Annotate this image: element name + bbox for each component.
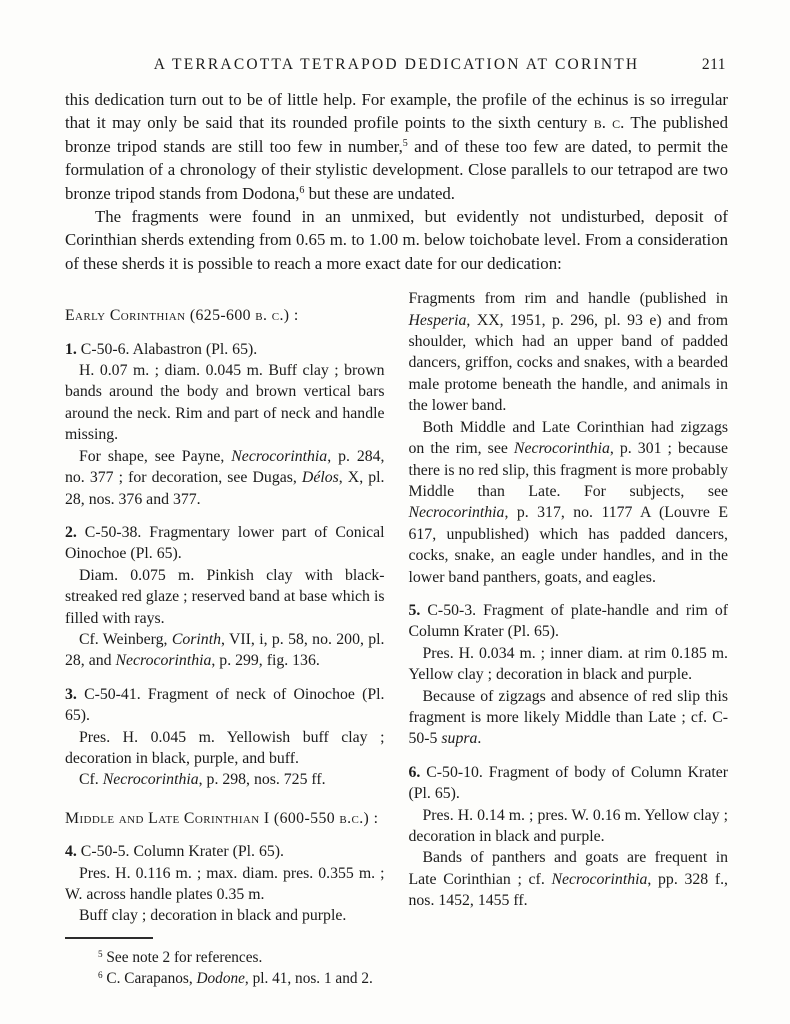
footnote-separator-rule: [65, 937, 153, 939]
intro-paragraph: [65, 205, 728, 275]
entry-heading: [65, 339, 385, 360]
paragraph: [65, 565, 385, 629]
text-run: Necrocorinthia: [551, 870, 648, 888]
text-run: The fragments were found in an unmixed, but evidently not undisturbed, deposit of Corinthian sherds extending from 0.65 m. to 1.00 m. below toichobate level. From a consideration of these sherds it is possible to reach a more exact date for our dedication:: [65, 207, 728, 273]
text-run: C-50-38. Fragmentary lower part of Conical Oinochoe (Pl. 65).: [65, 523, 385, 563]
text-run: 4.: [65, 843, 77, 861]
paragraph: [65, 905, 385, 926]
text-run: The published bronze tripod stands are still too few in number,: [65, 113, 728, 156]
two-column-catalog: [65, 288, 728, 927]
text-run: Pres. H. 0.045 m. Yellowish buff clay ; decoration in black, purple, and buff.: [65, 728, 385, 767]
text-run: Necrocorinthia: [513, 440, 610, 458]
text-run: but these are undated.: [304, 183, 455, 203]
left-column: [65, 288, 385, 927]
text-run: 5: [98, 948, 103, 959]
intro-paragraph: [65, 88, 728, 205]
text-run: Middle and Late Corinthian I (600-550 b.c.) :: [65, 809, 379, 827]
text-run: Bands of panthers and goats are frequent in Late Corinthian ; cf.: [408, 849, 728, 888]
text-run: C. Carapanos,: [102, 969, 197, 987]
text-run: .: [477, 730, 482, 748]
paragraph: [65, 863, 385, 906]
text-run: C-50-6. Alabastron (Pl. 65).: [76, 340, 258, 358]
entry-heading: [65, 684, 385, 727]
paragraph: [65, 446, 385, 510]
text-run: 6: [299, 185, 305, 197]
entry-heading: [409, 762, 729, 805]
text-run: , XX, 1951, p. 296, pl. 93 e) and from shoulder, which had an upper band of padded dancers, griffon, cocks and snakes, with a bearded male protome beneath the handle, and animals in the lower band.: [408, 311, 728, 415]
paragraph: [409, 686, 729, 750]
text-run: Pres. H. 0.034 m. ; inner diam. at rim 0.185 m. Yellow clay ; decoration in black and purple.: [408, 644, 728, 684]
text-run: , VII, i, p. 58, no. 200, pl. 28, and: [65, 630, 385, 670]
text-run: C-50-41. Fragment of neck of Oinochoe (Pl. 65).: [65, 685, 385, 725]
text-run: 2.: [65, 523, 77, 541]
footnotes-section: [65, 937, 728, 989]
text-run: Fragments from rim and handle (published in: [408, 290, 728, 308]
text-run: C-50-10. Fragment of body of Column Krater (Pl. 65).: [408, 763, 728, 803]
page-header-title: A TERRACOTTA TETRAPOD DEDICATION AT CORINTH: [153, 56, 640, 73]
text-run: b. c.: [593, 113, 625, 133]
text-run: , p. 301 ; because there is no red slip, this fragment is more probably Middle than Late. For subjects, see: [408, 440, 729, 500]
text-run: Necrocorinthia: [115, 652, 212, 670]
paragraph: [409, 643, 729, 686]
text-run: Necrocorinthia: [408, 504, 505, 522]
paragraph: [409, 805, 729, 848]
text-run: Cf. Weinberg,: [79, 630, 172, 648]
paragraph: [65, 769, 385, 790]
entry-heading: [409, 600, 729, 643]
section-heading: [65, 808, 385, 829]
text-run: this dedication turn out to be of little help. For example, the profile of the echinus is so irregular that it may only be said that its rounded profile points to the sixth century: [65, 90, 728, 133]
text-run: 6.: [408, 763, 421, 781]
text-run: , p. 298, nos. 725 ff.: [198, 771, 326, 789]
text-run: Délos: [301, 469, 339, 487]
entry-heading: [65, 522, 385, 565]
text-run: 5.: [408, 601, 421, 619]
paragraph: [65, 727, 385, 770]
text-run: Buff clay ; decoration in black and purple.: [79, 907, 347, 925]
text-run: Both Middle and Late Corinthian had zigzags on the rim, see: [408, 418, 728, 458]
page-number: 211: [701, 56, 726, 73]
text-run: See note 2 for references.: [102, 948, 263, 966]
entry-heading: [65, 841, 385, 862]
text-run: , p. 284, no. 377 ; for decoration, see Dugas,: [65, 447, 385, 487]
text-run: Dodone: [196, 969, 245, 987]
text-run: For shape, see Payne,: [79, 447, 232, 465]
paragraph: [409, 417, 729, 588]
text-run: Because of zigzags and absence of red slip this fragment is more likely Middle than Late ; cf. C-50-5: [408, 687, 728, 748]
paragraph: [409, 288, 729, 416]
text-run: Hesperia: [408, 311, 467, 329]
text-run: 3.: [65, 685, 77, 703]
text-run: Necrocorinthia: [102, 771, 199, 789]
intro-section: [65, 88, 728, 275]
section-heading: [65, 305, 385, 326]
text-run: 6: [98, 969, 103, 980]
text-run: Diam. 0.075 m. Pinkish clay with black-streaked red glaze ; reserved band at base which is filled with rays.: [65, 566, 385, 627]
text-run: Early Corinthian (625-600 b. c.) :: [65, 307, 299, 325]
text-run: 5: [402, 138, 408, 150]
right-column: [409, 288, 729, 927]
text-run: Cf.: [79, 771, 103, 789]
paragraph: [409, 847, 729, 911]
text-run: , X, pl. 28, nos. 376 and 377.: [65, 469, 385, 508]
text-run: , p. 317, no. 1177 A (Louvre E 617, unpublished) which has padded dancers, cocks, snake, an eagle under handles, and in the lower band panthers, goats, and eagles.: [408, 504, 728, 586]
text-run: C-50-5. Column Krater (Pl. 65).: [76, 843, 284, 861]
footnote-list: [65, 947, 728, 989]
text-run: , p. 299, fig. 136.: [211, 652, 320, 670]
footnote: [65, 968, 728, 989]
text-run: Pres. H. 0.116 m. ; max. diam. pres. 0.355 m. ; W. across handle plates 0.35 m.: [65, 864, 385, 903]
paragraph: [65, 629, 385, 672]
text-run: C-50-3. Fragment of plate-handle and rim of Column Krater (Pl. 65).: [408, 601, 728, 641]
text-run: and of these too few are dated, to permit the formulation of a chronology of their stylistic development. Close parallels to our tetrapod are two bronze tripod stands from Dodona,: [65, 136, 729, 203]
text-run: Corinth: [171, 630, 221, 648]
text-run: , pp. 328 f., nos. 1452, 1455 ff.: [408, 870, 728, 910]
text-run: H. 0.07 m. ; diam. 0.045 m. Buff clay ; brown bands around the body and brown vertical bars around the neck. Rim and part of neck and handle missing.: [65, 362, 385, 444]
text-run: , pl. 41, nos. 1 and 2.: [244, 969, 373, 987]
text-run: Pres. H. 0.14 m. ; pres. W. 0.16 m. Yellow clay ; decoration in black and purple.: [408, 806, 728, 845]
paragraph: [65, 360, 385, 446]
text-run: supra: [441, 730, 478, 748]
text-run: 1.: [65, 340, 77, 358]
footnote: [65, 947, 728, 968]
running-head: [65, 56, 728, 74]
text-run: Necrocorinthia: [231, 447, 328, 465]
